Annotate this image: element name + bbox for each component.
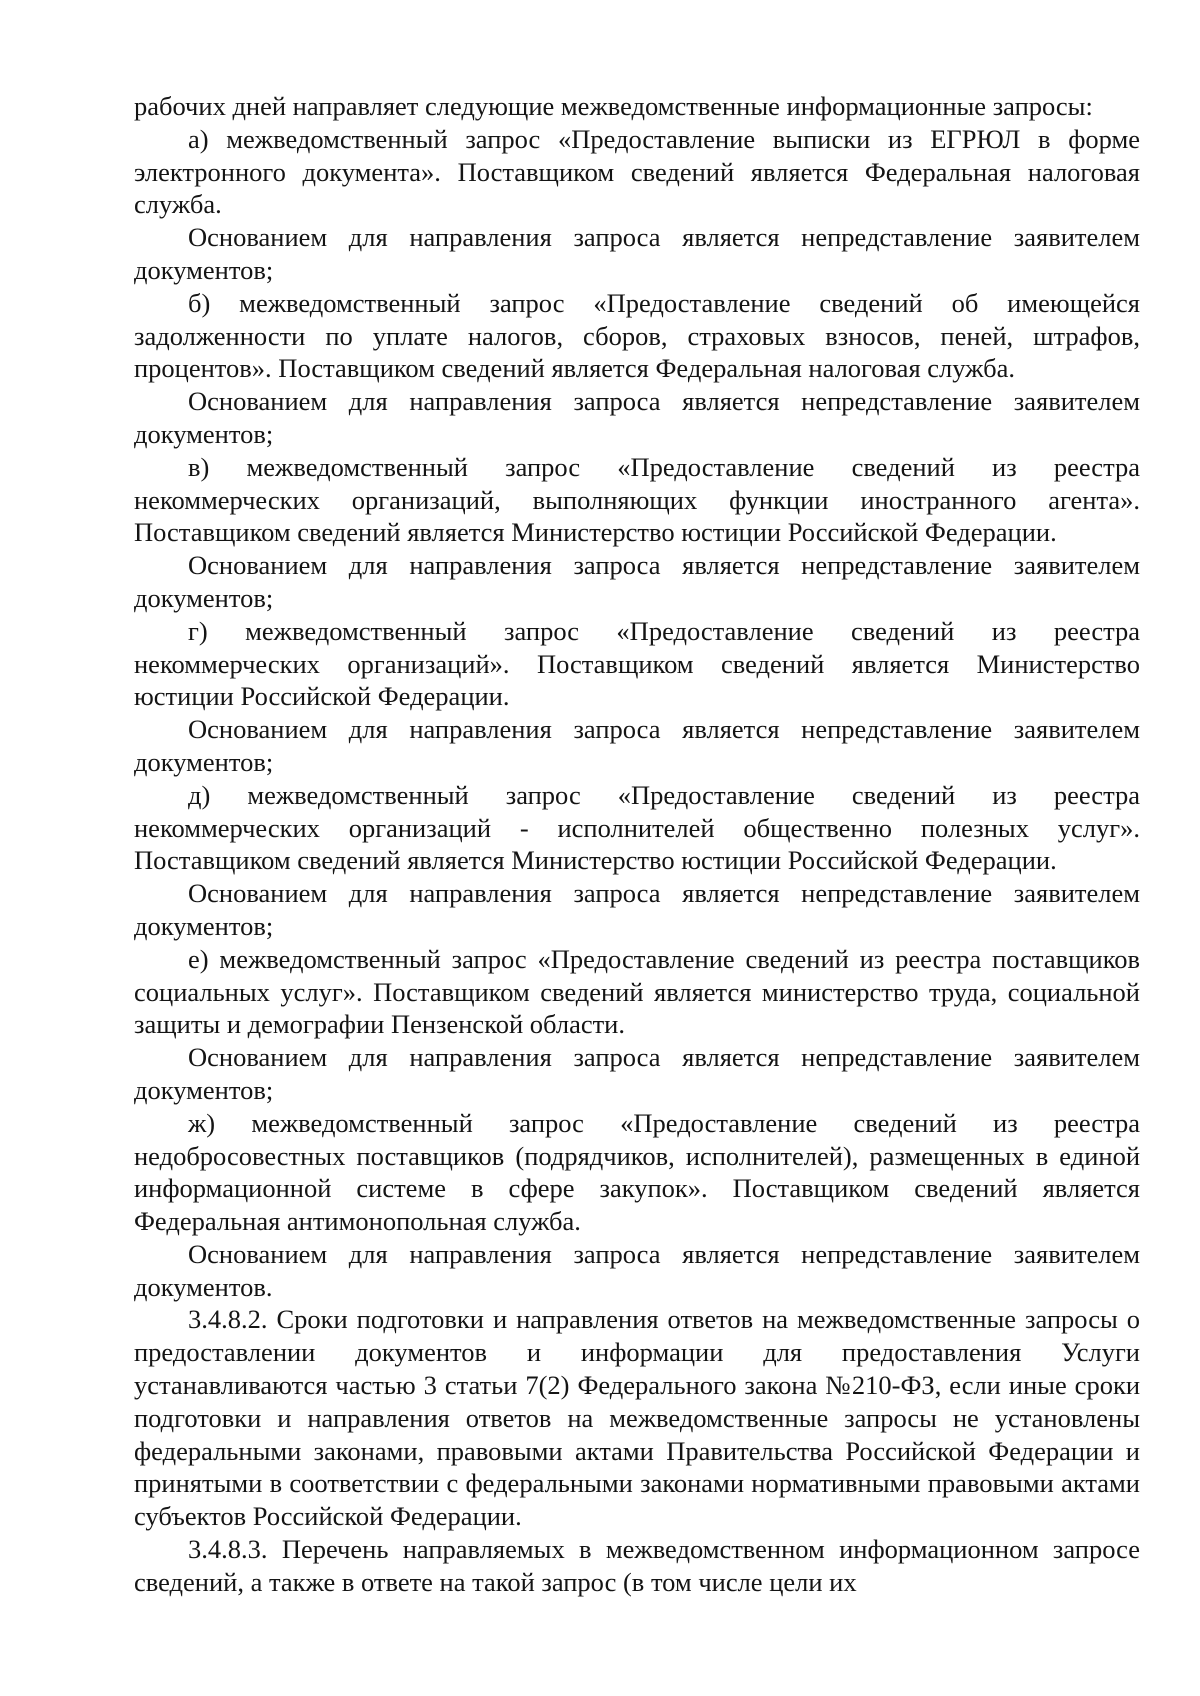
- paragraph-basis-v: Основанием для направления запроса является непредставление заявителем документов;: [134, 550, 1140, 613]
- paragraph-section-3-4-8-3: 3.4.8.3. Перечень направляемых в межведомственном информационном запросе сведений, а также в ответе на такой запрос (в том числе цели их: [134, 1534, 1140, 1597]
- paragraph-basis-e: Основанием для направления запроса является непредставление заявителем документов;: [134, 1042, 1140, 1105]
- paragraph-basis-g: Основанием для направления запроса является непредставление заявителем документов;: [134, 714, 1140, 777]
- paragraph-section-3-4-8-2: 3.4.8.2. Сроки подготовки и направления ответов на межведомственные запросы о предоставлении документов и информации для предоставления Услуги устанавливаются частью 3 статьи 7(2) Федерального закона №210-ФЗ, если иные сроки подготовки и направления ответов на межведомственные запросы не установлены федеральными законами, правовыми актами Правительства Российской Федерации и принятыми в соответствии с федеральными законами нормативными правовыми актами субъектов Российской Федерации.: [134, 1304, 1140, 1532]
- paragraph-basis-b: Основанием для направления запроса является непредставление заявителем документов;: [134, 386, 1140, 449]
- paragraph-basis-a: Основанием для направления запроса является непредставление заявителем документов;: [134, 222, 1140, 285]
- paragraph-continuation: рабочих дней направляет следующие межведомственные информационные запросы:: [134, 91, 1093, 121]
- paragraph-request-zh: ж) межведомственный запрос «Предоставление сведений из реестра недобросовестных поставщиков (подрядчиков, исполнителей), размещенных в единой информационной системе в сфере закупок». Поставщиком сведений является Федеральная антимонопольная служба.: [134, 1107, 1140, 1237]
- paragraph-request-a: а) межведомственный запрос «Предоставление выписки из ЕГРЮЛ в форме электронного документа». Поставщиком сведений является Федеральная налоговая служба.: [134, 123, 1140, 220]
- document-body: [134, 90, 1140, 1599]
- paragraph-request-v: в) межведомственный запрос «Предоставление сведений из реестра некоммерческих организаций, выполняющих функции иностранного агента». Поставщиком сведений является Министерство юстиции Российской Федерации.: [134, 451, 1140, 548]
- paragraph-request-e: е) межведомственный запрос «Предоставление сведений из реестра поставщиков социальных услуг». Поставщиком сведений является министерство труда, социальной защиты и демографии Пензенской области.: [134, 943, 1140, 1040]
- paragraph-request-b: б) межведомственный запрос «Предоставление сведений об имеющейся задолженности по уплате налогов, сборов, страховых взносов, пеней, штрафов, процентов». Поставщиком сведений является Федеральная налоговая служба.: [134, 287, 1140, 384]
- paragraph-basis-d: Основанием для направления запроса является непредставление заявителем документов;: [134, 878, 1140, 941]
- paragraph-request-g: г) межведомственный запрос «Предоставление сведений из реестра некоммерческих организаций». Поставщиком сведений является Министерство юстиции Российской Федерации.: [134, 615, 1140, 712]
- paragraph-request-d: д) межведомственный запрос «Предоставление сведений из реестра некоммерческих организаций - исполнителей общественно полезных услуг». Поставщиком сведений является Министерство юстиции Российской Федерации.: [134, 779, 1140, 876]
- paragraph-basis-zh: Основанием для направления запроса является непредставление заявителем документов.: [134, 1238, 1140, 1302]
